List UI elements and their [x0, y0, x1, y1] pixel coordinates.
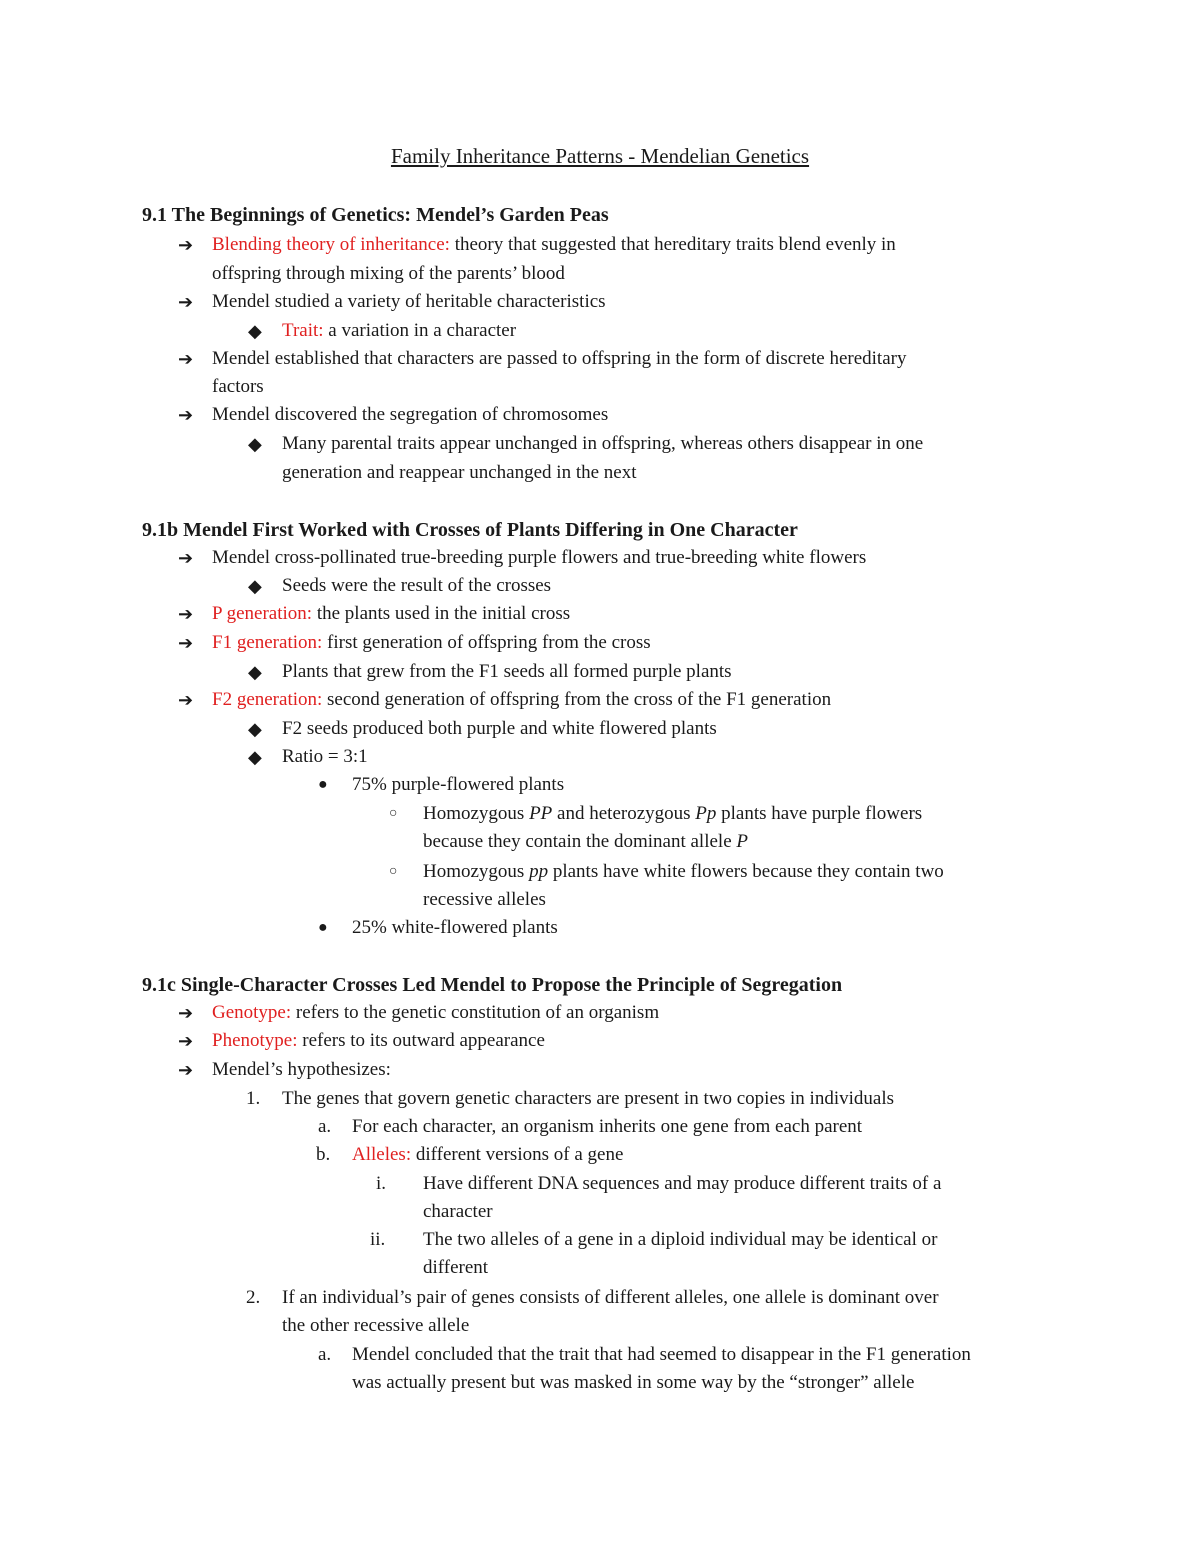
section-heading-9-1: 9.1 The Beginnings of Genetics: Mendel’s Garden Peas: [142, 204, 609, 226]
diamond-bullet-icon: ◆: [248, 321, 262, 341]
list-item-continuation: character: [423, 1201, 493, 1222]
list-marker: a.: [318, 1116, 332, 1137]
list-marker: a.: [318, 1344, 332, 1365]
term: P generation:: [212, 603, 313, 624]
list-item: 75% purple-flowered plants: [352, 774, 565, 795]
section-heading-9-1b: 9.1b Mendel First Worked with Crosses of Plants Differing in One Character: [142, 519, 798, 541]
list-item: Genotype: refers to the genetic constitution of an organism: [212, 1002, 660, 1023]
list-item-continuation: recessive alleles: [423, 889, 546, 910]
list-item: Seeds were the result of the crosses: [282, 575, 552, 596]
list-item: Mendel discovered the segregation of chromosomes: [212, 404, 609, 425]
list-item: The genes that govern genetic characters are present in two copies in individuals: [282, 1088, 894, 1109]
arrow-bullet-icon: ➔: [178, 604, 194, 624]
list-item: Have different DNA sequences and may produce different traits of a: [423, 1173, 942, 1194]
list-item: For each character, an organism inherits one gene from each parent: [352, 1116, 863, 1137]
list-item: Ratio = 3:1: [282, 746, 368, 767]
list-item: Phenotype: refers to its outward appearance: [212, 1030, 545, 1051]
list-item: Trait: a variation in a character: [282, 320, 517, 341]
arrow-bullet-icon: ➔: [178, 548, 194, 568]
list-item: Many parental traits appear unchanged in offspring, whereas others disappear in one: [282, 433, 924, 454]
term: Trait:: [282, 320, 324, 341]
arrow-bullet-icon: ➔: [178, 349, 194, 369]
list-item: 25% white-flowered plants: [352, 917, 558, 938]
dot-bullet-icon: ●: [318, 776, 328, 793]
list-item: Homozygous PP and heterozygous Pp plants have purple flowers: [423, 803, 923, 824]
list-item-continuation: factors: [212, 376, 264, 397]
arrow-bullet-icon: ➔: [178, 1003, 194, 1023]
list-item: F2 seeds produced both purple and white flowered plants: [282, 718, 717, 739]
list-marker: b.: [316, 1144, 331, 1165]
list-item: Mendel established that characters are passed to offspring in the form of discrete hereditary: [212, 348, 907, 369]
list-marker: 1.: [246, 1088, 261, 1109]
arrow-bullet-icon: ➔: [178, 235, 194, 255]
term: Genotype:: [212, 1002, 292, 1023]
list-item: Alleles: different versions of a gene: [352, 1144, 624, 1165]
term: F1 generation:: [212, 632, 323, 653]
list-marker: 2.: [246, 1287, 261, 1308]
list-item-continuation: different: [423, 1257, 489, 1278]
list-marker: i.: [376, 1173, 387, 1194]
diamond-bullet-icon: ◆: [248, 576, 262, 596]
list-item: P generation: the plants used in the initial cross: [212, 603, 571, 624]
circle-bullet-icon: ○: [389, 806, 398, 821]
list-item: Mendel’s hypothesizes:: [212, 1059, 391, 1080]
dot-bullet-icon: ●: [318, 919, 328, 936]
document-title: Family Inheritance Patterns - Mendelian Genetics: [390, 144, 810, 168]
list-item: The two alleles of a gene in a diploid individual may be identical or: [423, 1229, 938, 1250]
term: Phenotype:: [212, 1030, 298, 1051]
arrow-bullet-icon: ➔: [178, 690, 194, 710]
arrow-bullet-icon: ➔: [178, 1060, 194, 1080]
list-item: F1 generation: first generation of offspring from the cross: [212, 632, 651, 653]
arrow-bullet-icon: ➔: [178, 292, 194, 312]
arrow-bullet-icon: ➔: [178, 1031, 194, 1051]
list-item: Homozygous pp plants have white flowers because they contain two: [423, 861, 944, 882]
diamond-bullet-icon: ◆: [248, 434, 262, 454]
diamond-bullet-icon: ◆: [248, 747, 262, 767]
term: Alleles:: [352, 1144, 412, 1165]
list-item: Mendel cross-pollinated true-breeding purple flowers and true-breeding white flowers: [212, 547, 867, 568]
list-item: Blending theory of inheritance: theory that suggested that hereditary traits blend evenly in: [212, 234, 896, 255]
term: F2 generation:: [212, 689, 323, 710]
list-item-continuation: generation and reappear unchanged in the next: [282, 462, 637, 483]
term: Blending theory of inheritance:: [212, 234, 450, 255]
arrow-bullet-icon: ➔: [178, 633, 194, 653]
list-item-continuation: the other recessive allele: [282, 1315, 470, 1336]
list-item-continuation: because they contain the dominant allele P: [423, 831, 748, 852]
list-item: Plants that grew from the F1 seeds all formed purple plants: [282, 661, 732, 682]
section-heading-9-1c: 9.1c Single-Character Crosses Led Mendel to Propose the Principle of Segregation: [142, 974, 843, 996]
list-item-continuation: offspring through mixing of the parents’ blood: [212, 263, 565, 284]
diamond-bullet-icon: ◆: [248, 662, 262, 682]
arrow-bullet-icon: ➔: [178, 405, 194, 425]
list-item-continuation: was actually present but was masked in some way by the “stronger” allele: [352, 1372, 915, 1393]
diamond-bullet-icon: ◆: [248, 719, 262, 739]
circle-bullet-icon: ○: [389, 864, 398, 879]
list-marker: ii.: [370, 1229, 386, 1250]
list-item: F2 generation: second generation of offspring from the cross of the F1 generation: [212, 689, 832, 710]
list-item: Mendel studied a variety of heritable characteristics: [212, 291, 606, 312]
list-item: If an individual’s pair of genes consists of different alleles, one allele is dominant over: [282, 1287, 939, 1308]
list-item: Mendel concluded that the trait that had seemed to disappear in the F1 generation: [352, 1344, 971, 1365]
